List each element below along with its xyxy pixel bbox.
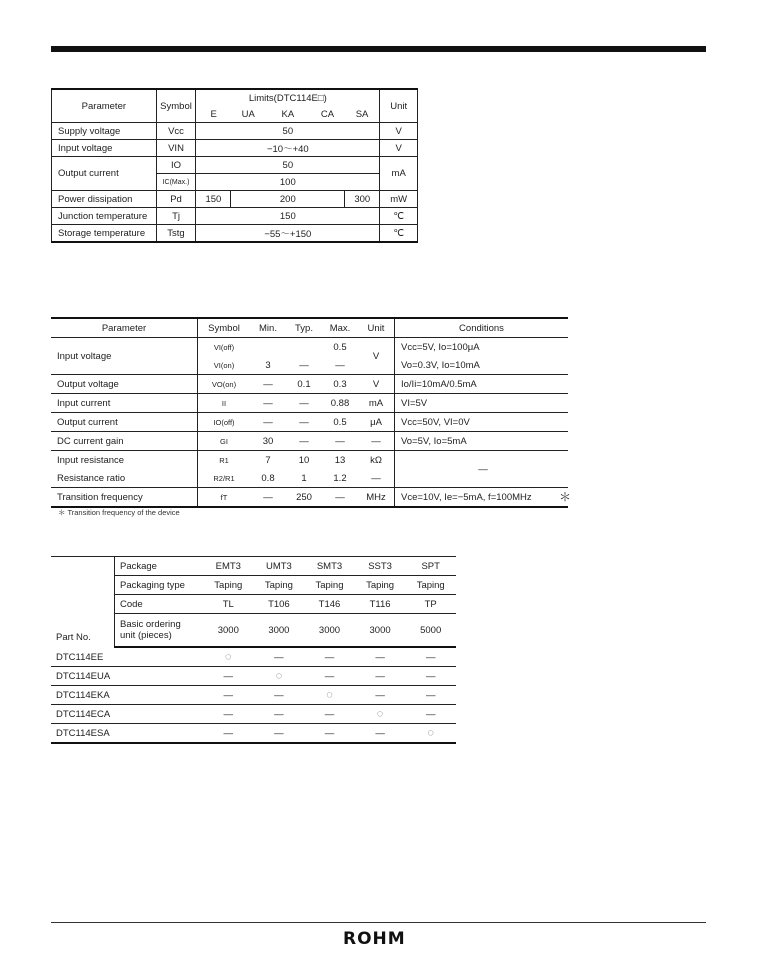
pkg-type: Taping — [203, 576, 254, 595]
pkg-name: EMT3 — [203, 557, 254, 576]
row-conditions: ― — [395, 451, 569, 488]
row-unit: V — [380, 140, 418, 157]
row-value: 150 — [196, 208, 380, 225]
availability-cell: ― — [405, 705, 456, 724]
row-typ: ― — [286, 413, 322, 432]
row-typ: ― — [286, 394, 322, 413]
pkg-qty: 3000 — [304, 614, 355, 648]
row-min: 30 — [250, 432, 286, 451]
row-typ: ― — [299, 359, 309, 371]
availability-cell: ◌ — [355, 705, 406, 724]
row-unit: μA — [358, 413, 395, 432]
availability-cell: ◌ — [405, 724, 456, 744]
row-label: Junction temperature — [52, 208, 157, 225]
row-value: −55～+150 — [196, 225, 380, 243]
packaging-table — [51, 556, 456, 744]
row-min: ― — [250, 375, 286, 394]
row-unit: ― — [358, 432, 395, 451]
row-value: 300 — [345, 191, 380, 208]
rohm-logo: ROHM — [343, 929, 406, 949]
row-max: 13 — [322, 451, 358, 470]
row-unit: ℃ — [380, 225, 418, 243]
availability-cell: ― — [304, 667, 355, 686]
row-symbol: II — [198, 394, 251, 413]
availability-cell: ― — [203, 705, 254, 724]
row-label: Output current — [52, 157, 157, 191]
pkg-qty: 5000 — [405, 614, 456, 648]
row-conditions: Vo=5V, Io=5mA — [395, 432, 569, 451]
availability-cell: ― — [203, 667, 254, 686]
row-symbol: IO(off) — [198, 413, 251, 432]
row-min: 7 — [250, 451, 286, 470]
row-label: Power dissipation — [52, 191, 157, 208]
row-typ: 10 — [286, 451, 322, 470]
row-unit: mW — [380, 191, 418, 208]
row-value: 200 — [231, 191, 345, 208]
availability-cell: ― — [274, 651, 284, 663]
row-conditions: Io/Ii=10mA/0.5mA — [395, 375, 569, 394]
row-value: 50 — [196, 157, 380, 174]
row-max: ― — [335, 359, 345, 371]
part-number: DTC114ECA — [51, 705, 203, 724]
availability-cell: ― — [355, 667, 406, 686]
availability-cell: ◌ — [304, 686, 355, 705]
row-unit: mA — [358, 394, 395, 413]
pkg-type: Taping — [304, 576, 355, 595]
pkg-name: SST3 — [355, 557, 406, 576]
footnote: ＊ Transition frequency of the device — [58, 508, 180, 517]
row-conditions: Vcc=50V, VI=0V — [395, 413, 569, 432]
row-min: ― — [250, 394, 286, 413]
row-unit: ― — [371, 472, 381, 484]
pkg-ca: CA — [310, 106, 345, 123]
row-unit: kΩ — [358, 451, 395, 470]
row-label: Output voltage — [51, 375, 198, 394]
part-number: DTC114EKA — [51, 686, 203, 705]
row-conditions: Vcc=5V, Io=100μA — [395, 338, 569, 357]
partno-header: Part No. — [51, 557, 115, 648]
footer-line — [51, 922, 706, 923]
row-unit: V — [358, 375, 395, 394]
row-min: 3 — [265, 359, 271, 371]
row-min: ― — [250, 488, 286, 508]
row-max: 0.3 — [322, 375, 358, 394]
pkg-type: Taping — [254, 576, 305, 595]
hdr-conditions: Conditions — [395, 318, 569, 338]
row-label: Transition frequency — [51, 488, 198, 508]
row-label: Input current — [51, 394, 198, 413]
row-typ: 0.1 — [286, 375, 322, 394]
availability-cell: ― — [324, 651, 335, 663]
hdr-typ: Typ. — [286, 318, 322, 338]
part-number: DTC114ESA — [51, 724, 203, 744]
row-symbol: R2/R1 — [198, 469, 251, 488]
row-symbol: fT — [198, 488, 251, 508]
header-bar — [51, 46, 706, 52]
row-max: ― — [322, 432, 358, 451]
pkg-name: SMT3 — [304, 557, 355, 576]
electrical-characteristics-table — [51, 317, 568, 508]
availability-cell: ― — [304, 705, 355, 724]
row-value: 100 — [196, 174, 380, 191]
hdr-parameter: Parameter — [51, 318, 198, 338]
row-max: 1.2 — [333, 472, 347, 484]
row-label: Storage temperature — [52, 225, 157, 243]
pkg-name: UMT3 — [254, 557, 305, 576]
row-value: 50 — [196, 123, 380, 140]
basic-ordering-line2: unit (pieces) — [120, 630, 172, 641]
hdr-min: Min. — [250, 318, 286, 338]
package-label: Package — [115, 557, 204, 576]
pkg-type: Taping — [405, 576, 456, 595]
availability-cell: ― — [355, 686, 406, 705]
row-typ: ― — [286, 432, 322, 451]
availability-cell: ― — [405, 686, 456, 705]
row-symbol: GI — [198, 432, 251, 451]
row-max: ― — [322, 488, 358, 508]
row-typ — [286, 338, 322, 357]
row-unit: mA — [380, 157, 418, 191]
part-number: DTC114EUA — [51, 667, 203, 686]
row-conditions: Vo=0.3V, Io=10mA — [395, 356, 569, 375]
row-min: ― — [250, 413, 286, 432]
pkg-e: E — [196, 106, 231, 123]
row-label: Resistance ratio — [57, 472, 126, 484]
row-symbol: IO — [156, 157, 196, 174]
absolute-maximum-ratings-table — [51, 88, 418, 243]
availability-cell: ― — [254, 686, 305, 705]
code-label: Code — [115, 595, 204, 614]
row-symbol: Tj — [156, 208, 196, 225]
availability-cell: ◌ — [225, 651, 232, 663]
pkg-code: T146 — [304, 595, 355, 614]
row-label: DC current gain — [51, 432, 198, 451]
row-max: 0.5 — [322, 413, 358, 432]
pkg-code: TP — [405, 595, 456, 614]
row-label: Supply voltage — [52, 123, 157, 140]
pkg-code: T106 — [254, 595, 305, 614]
availability-cell: ― — [425, 651, 436, 663]
basic-ordering-label — [115, 614, 204, 648]
asterisk-mark: ＊ — [559, 490, 572, 504]
availability-cell: ― — [405, 667, 456, 686]
packaging-type-label: Packaging type — [115, 576, 204, 595]
row-symbol: Pd — [156, 191, 196, 208]
availability-cell: ― — [254, 724, 305, 744]
row-symbol: VO(on) — [198, 375, 251, 394]
row-label: Input resistance — [51, 451, 198, 470]
availability-cell: ― — [355, 724, 406, 744]
row-label: Input voltage — [57, 350, 112, 362]
row-label: Output current — [51, 413, 198, 432]
part-number: DTC114EE — [56, 651, 104, 663]
row-label: Input voltage — [52, 140, 157, 157]
row-symbol: IC(Max.) — [156, 174, 196, 191]
pkg-qty: 3000 — [203, 614, 254, 648]
pkg-qty: 3000 — [254, 614, 305, 648]
row-value: 150 — [196, 191, 231, 208]
col-symbol: Symbol — [156, 89, 196, 123]
row-min — [250, 338, 286, 357]
col-unit: Unit — [380, 89, 418, 123]
availability-cell: ― — [304, 724, 355, 744]
row-typ: 1 — [301, 472, 307, 484]
row-unit: ℃ — [380, 208, 418, 225]
row-value: −10～+40 — [196, 140, 380, 157]
row-symbol: VIN — [156, 140, 196, 157]
basic-ordering-line1: Basic ordering — [120, 619, 181, 630]
availability-cell: ― — [203, 724, 254, 744]
hdr-unit: Unit — [358, 318, 395, 338]
availability-cell: ― — [203, 686, 254, 705]
pkg-ua: UA — [231, 106, 266, 123]
hdr-max: Max. — [322, 318, 358, 338]
pkg-code: TL — [203, 595, 254, 614]
col-parameter: Parameter — [52, 89, 157, 123]
pkg-sa: SA — [345, 106, 380, 123]
hdr-symbol: Symbol — [198, 318, 251, 338]
row-max: 0.88 — [322, 394, 358, 413]
row-symbol: Vcc — [156, 123, 196, 140]
row-typ: 250 — [286, 488, 322, 508]
row-conditions: VI=5V — [395, 394, 569, 413]
row-unit: V — [372, 350, 380, 362]
col-limits: Limits(DTC114E□) — [196, 89, 380, 106]
pkg-qty: 3000 — [355, 614, 406, 648]
row-symbol: VI(on) — [198, 356, 251, 375]
row-unit: V — [380, 123, 418, 140]
row-conditions: Vce=10V, Ie=−5mA, f=100MHz — [395, 488, 569, 508]
availability-cell: ◌ — [254, 667, 305, 686]
row-min: 0.8 — [261, 472, 275, 484]
row-symbol: R1 — [198, 451, 251, 470]
pkg-code: T116 — [355, 595, 406, 614]
availability-cell: ― — [375, 651, 385, 663]
availability-cell: ― — [254, 705, 305, 724]
row-max: 0.5 — [333, 341, 347, 353]
row-symbol: VI(off) — [198, 338, 251, 357]
row-unit: MHz — [358, 488, 395, 508]
pkg-name: SPT — [405, 557, 456, 576]
pkg-ka: KA — [265, 106, 310, 123]
pkg-type: Taping — [355, 576, 406, 595]
row-symbol: Tstg — [156, 225, 196, 243]
